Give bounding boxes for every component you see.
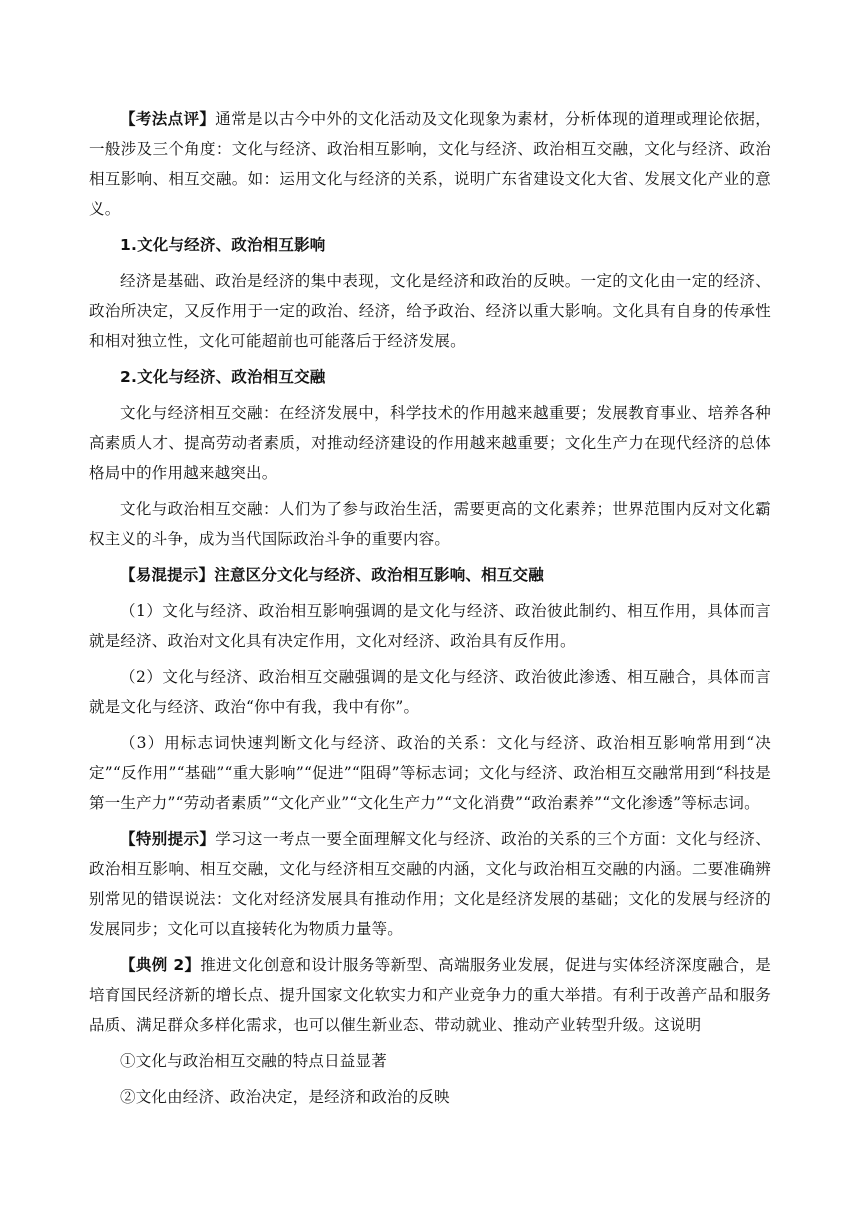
example-option-2: ②文化由经济、政治决定，是经济和政治的反映 bbox=[120, 1088, 450, 1106]
confusion-tip-item-1: （1）文化与经济、政治相互影响强调的是文化与经济、政治彼此制约、相互作用，具体而言就是经济、政治对文化具有决定作用，文化对经济、政治具有反作用。 bbox=[89, 602, 771, 650]
confusion-tip-item-3: （3）用标志词快速判断文化与经济、政治的关系：文化与经济、政治相互影响常用到“决定”“反作用”“基础”“重大影响”“促进”“阻碍”等标志词；文化与经济、政治相互交融常用到“科技是第一生产力”“劳动者素质”“文化产业”“文化生产力”“文化消费”“政治素养”“文化渗透”等标志词。 bbox=[89, 734, 771, 812]
special-tip-tag: 【特别提示】 bbox=[120, 830, 216, 848]
confusion-tip-item-2: （2）文化与经济、政治相互交融强调的是文化与经济、政治彼此渗透、相互融合，具体而言就是文化与经济、政治“你中有我，我中有你”。 bbox=[89, 668, 771, 716]
document-body bbox=[89, 104, 771, 1118]
section1-paragraph: 经济是基础、政治是经济的集中表现，文化是经济和政治的反映。一定的文化由一定的经济、政治所决定，又反作用于一定的政治、经济，给予政治、经济以重大影响。文化具有自身的传承性和相对独立性，文化可能超前也可能落后于经济发展。 bbox=[89, 272, 771, 350]
example-paragraph bbox=[89, 950, 771, 1040]
example-tag: 【典例 2】 bbox=[120, 956, 201, 974]
section2-paragraph-economy: 文化与经济相互交融：在经济发展中，科学技术的作用越来越重要；发展教育事业、培养各种高素质人才、提高劳动者素质，对推动经济建设的作用越来越重要；文化生产力在现代经济的总体格局中的作用越来越突出。 bbox=[89, 404, 771, 482]
section1-heading: 1.文化与经济、政治相互影响 bbox=[120, 236, 326, 254]
section2-paragraph-politics: 文化与政治相互交融：人们为了参与政治生活，需要更高的文化素养；世界范围内反对文化霸权主义的斗争，成为当代国际政治斗争的重要内容。 bbox=[89, 500, 771, 548]
example-text: 推进文化创意和设计服务等新型、高端服务业发展，促进与实体经济深度融合，是培育国民经济新的增长点、提升国家文化软实力和产业竞争力的重大举措。有利于改善产品和服务品质、满足群众多样化需求，也可以催生新业态、带动就业、推动产业转型升级。这说明 bbox=[89, 956, 771, 1034]
confusion-tip-heading: 【易混提示】注意区分文化与经济、政治相互影响、相互交融 bbox=[120, 566, 544, 584]
special-tip-paragraph bbox=[89, 824, 771, 944]
exam-comment-text: 通常是以古今中外的文化活动及文化现象为素材，分析体现的道理或理论依据，一般涉及三个角度：文化与经济、政治相互影响，文化与经济、政治相互交融，文化与经济、政治相互影响、相互交融。如：运用文化与经济的关系，说明广东省建设文化大省、发展文化产业的意义。 bbox=[89, 110, 771, 218]
section2-heading: 2.文化与经济、政治相互交融 bbox=[120, 368, 326, 386]
exam-comment-tag: 【考法点评】 bbox=[120, 110, 216, 128]
exam-comment-paragraph bbox=[89, 104, 771, 224]
special-tip-text: 学习这一考点一要全面理解文化与经济、政治的关系的三个方面：文化与经济、政治相互影响、相互交融，文化与经济相互交融的内涵，文化与政治相互交融的内涵。二要准确辨别常见的错误说法：文化对经济发展具有推动作用；文化是经济发展的基础；文化的发展与经济的发展同步；文化可以直接转化为物质力量等。 bbox=[89, 830, 771, 938]
example-option-1: ①文化与政治相互交融的特点日益显著 bbox=[120, 1052, 387, 1070]
